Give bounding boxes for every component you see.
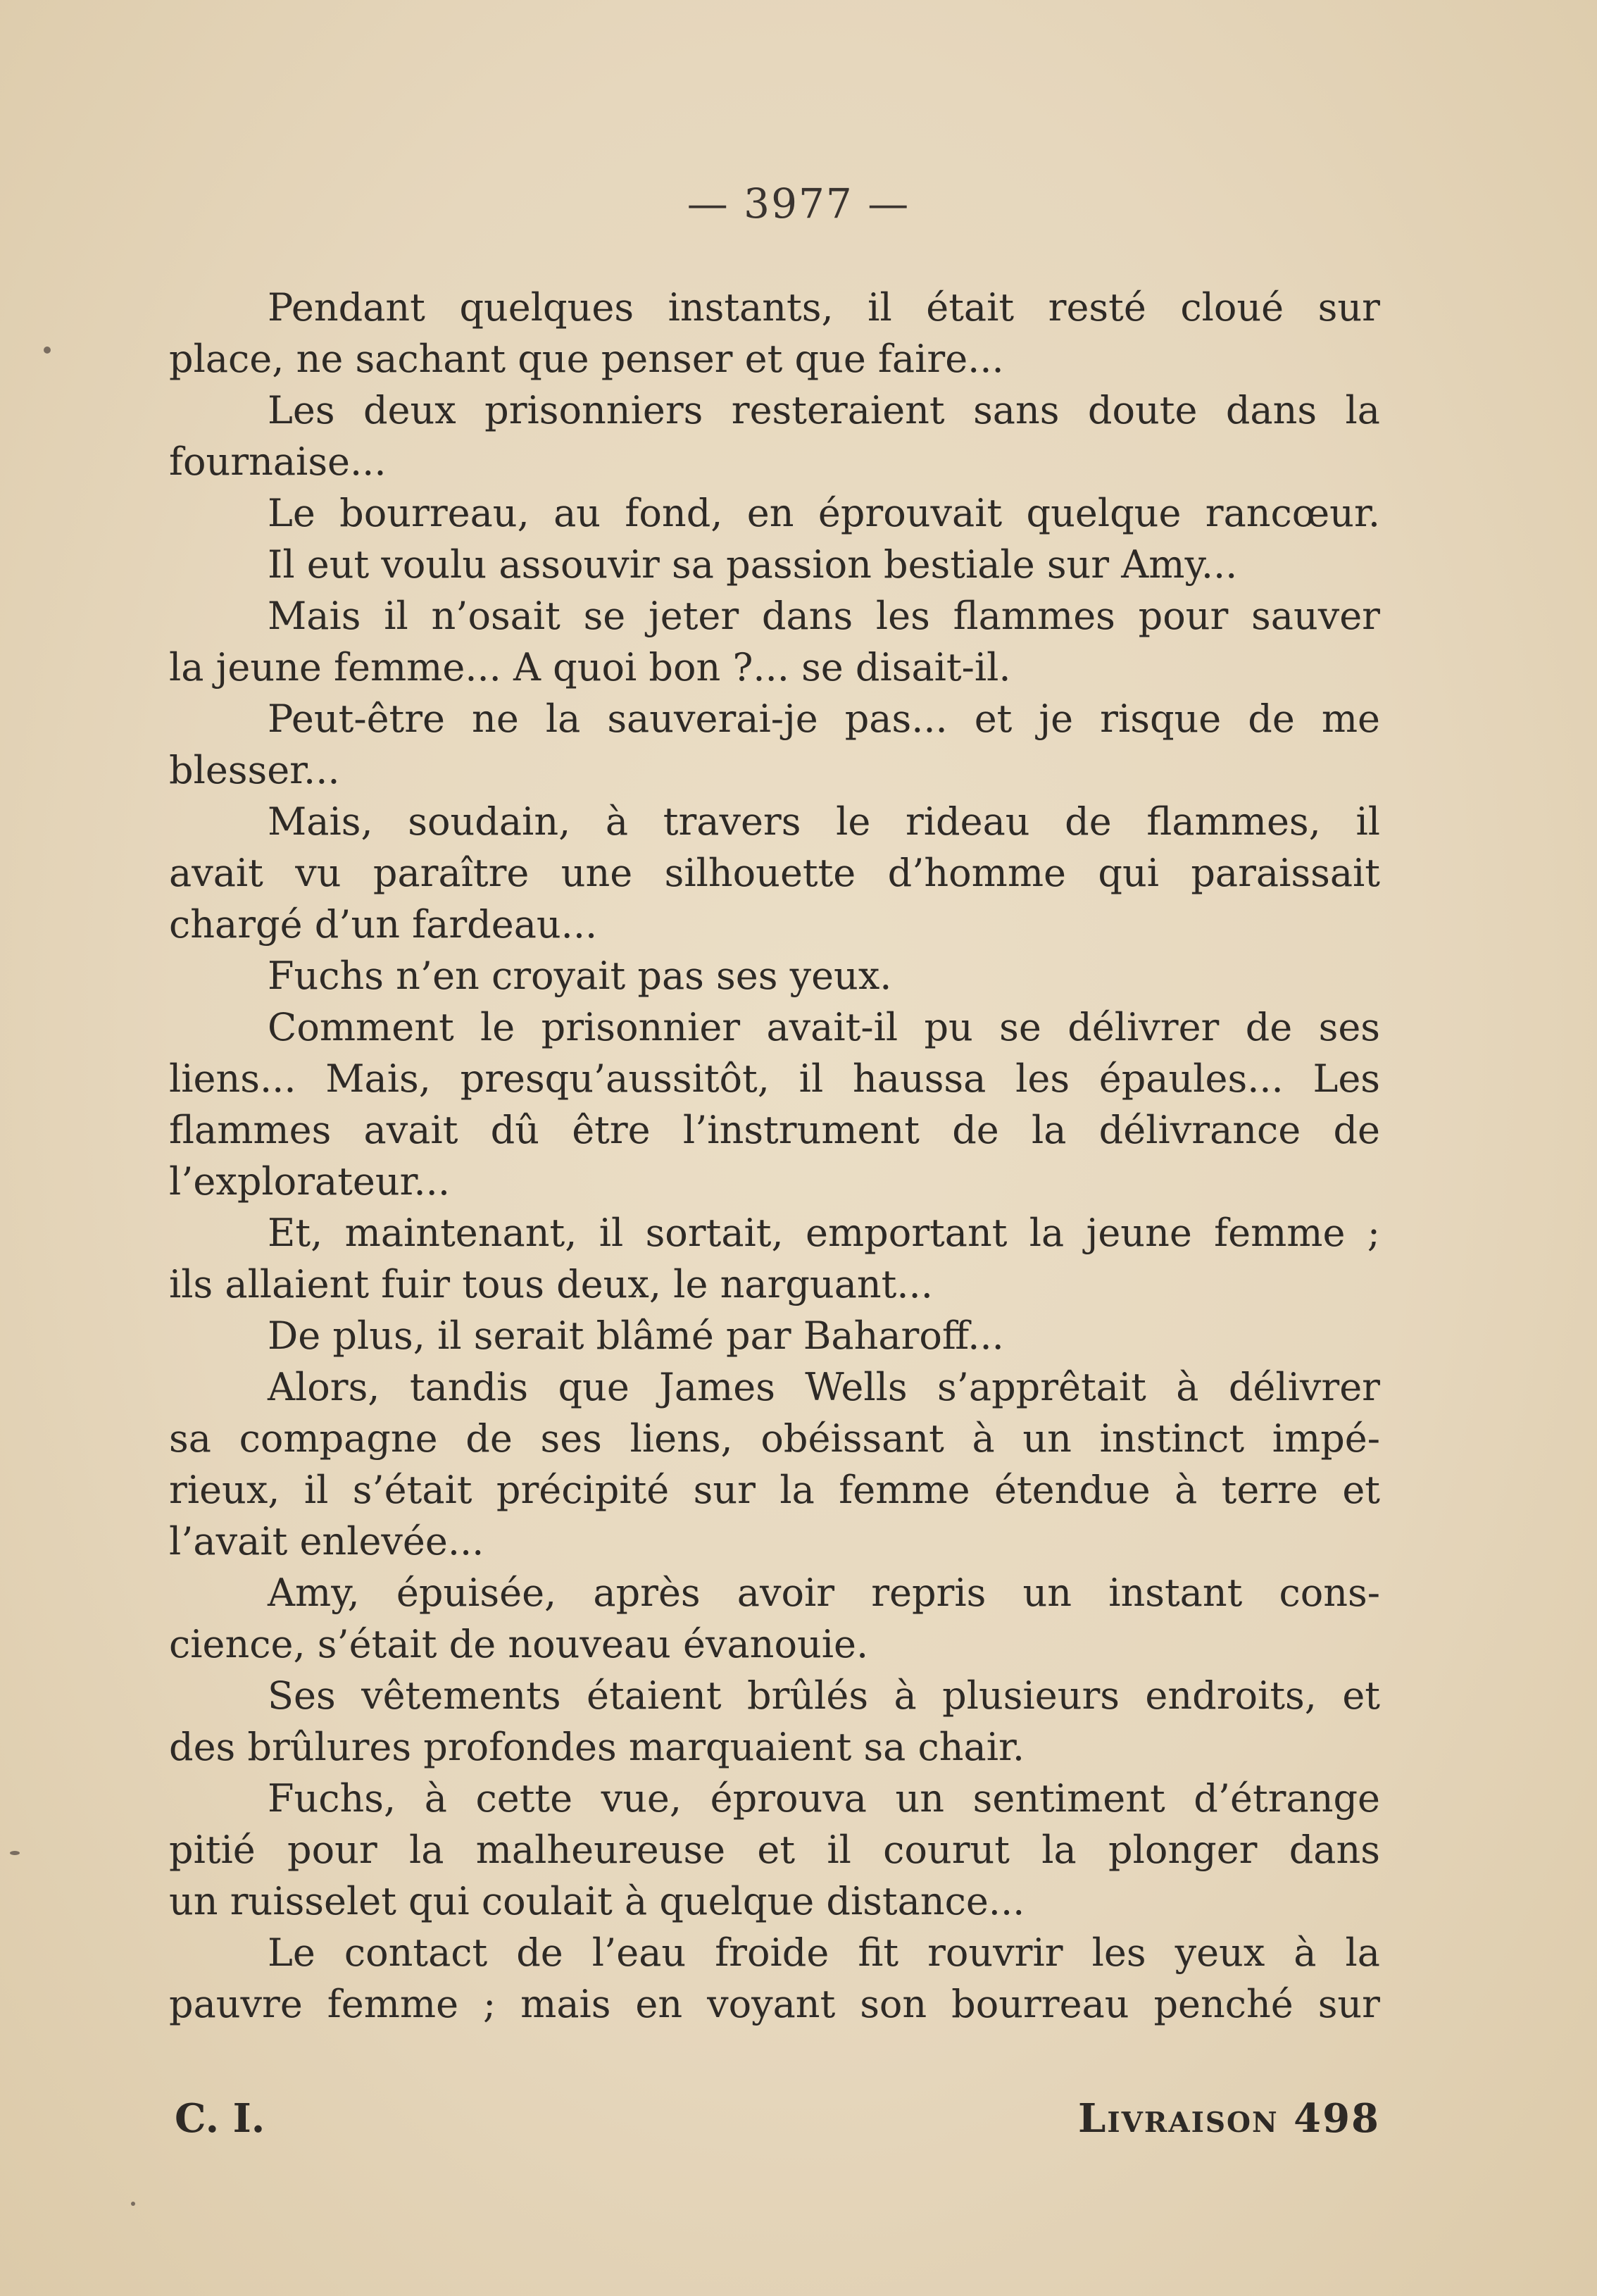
paper-speck — [131, 2202, 135, 2206]
page-footer — [175, 2095, 1380, 2152]
text-line: Peut-être ne la sauverai-je pas... et je risque de me — [268, 697, 1380, 741]
text-line: Alors, tandis que James Wells s’apprêtait à délivrer — [268, 1365, 1380, 1409]
text-line: Et, maintenant, il sortait, emportant la jeune femme ; — [268, 1211, 1380, 1255]
footer-livraison: Livraison 498 — [1078, 2095, 1380, 2142]
page-number: — 3977 — — [687, 180, 910, 227]
text-line: pauvre femme ; mais en voyant son bourreau penché sur — [169, 1982, 1380, 2026]
text-line: chargé d’un fardeau... — [169, 902, 598, 947]
body-text — [169, 282, 1380, 2030]
footer-signature: C. I. — [175, 2095, 265, 2142]
text-line: un ruisselet qui coulait à quelque distance... — [169, 1879, 1025, 1923]
text-line: l’avait enlevée... — [169, 1519, 484, 1564]
text-line: Le bourreau, au fond, en éprouvait quelque rancœur. — [268, 491, 1380, 535]
text-line: sa compagne de ses liens, obéissant à un instinct impé- — [169, 1416, 1380, 1461]
text-line: Pendant quelques instants, il était resté cloué sur — [268, 285, 1380, 330]
text-line: avait vu paraître une silhouette d’homme qui paraissait — [169, 851, 1380, 895]
text-line: Fuchs n’en croyait pas ses yeux. — [268, 954, 892, 998]
text-line: liens... Mais, presqu’aussitôt, il haussa les épaules... Les — [169, 1056, 1380, 1101]
text-line: ils allaient fuir tous deux, le narguant... — [169, 1262, 933, 1306]
text-line: fournaise... — [169, 439, 387, 484]
text-line: Comment le prisonnier avait-il pu se délivrer de ses — [268, 1005, 1380, 1049]
text-line: cience, s’était de nouveau évanouie. — [169, 1622, 869, 1666]
text-line: Fuchs, à cette vue, éprouva un sentiment d’étrange — [268, 1776, 1380, 1821]
text-line: De plus, il serait blâmé par Baharoff... — [268, 1314, 1004, 1358]
text-line: l’explorateur... — [169, 1159, 451, 1204]
text-line: flammes avait dû être l’instrument de la délivrance de — [169, 1108, 1380, 1152]
text-line: pitié pour la malheureuse et il courut la plonger dans — [169, 1828, 1380, 1872]
text-line: Mais il n’osait se jeter dans les flammes pour sauver — [268, 594, 1380, 638]
text-line: place, ne sachant que penser et que faire... — [169, 337, 1004, 381]
text-line: Les deux prisonniers resteraient sans doute dans la — [268, 388, 1380, 432]
text-line: Ses vêtements étaient brûlés à plusieurs endroits, et — [268, 1673, 1380, 1718]
text-line: rieux, il s’était précipité sur la femme étendue à terre et — [169, 1468, 1380, 1512]
text-line: la jeune femme... A quoi bon ?... se disait-il. — [169, 645, 1011, 690]
text-line: des brûlures profondes marquaient sa chair. — [169, 1725, 1025, 1769]
paper-speck — [10, 1851, 20, 1855]
text-line: Amy, épuisée, après avoir repris un instant cons- — [268, 1571, 1380, 1615]
text-line: Mais, soudain, à travers le rideau de flammes, il — [268, 799, 1380, 844]
text-line: Le contact de l’eau froide fit rouvrir les yeux à la — [268, 1930, 1380, 1975]
paper-speck — [44, 347, 51, 354]
text-line: blesser... — [169, 748, 340, 792]
text-line: Il eut voulu assouvir sa passion bestiale sur Amy... — [268, 542, 1238, 587]
